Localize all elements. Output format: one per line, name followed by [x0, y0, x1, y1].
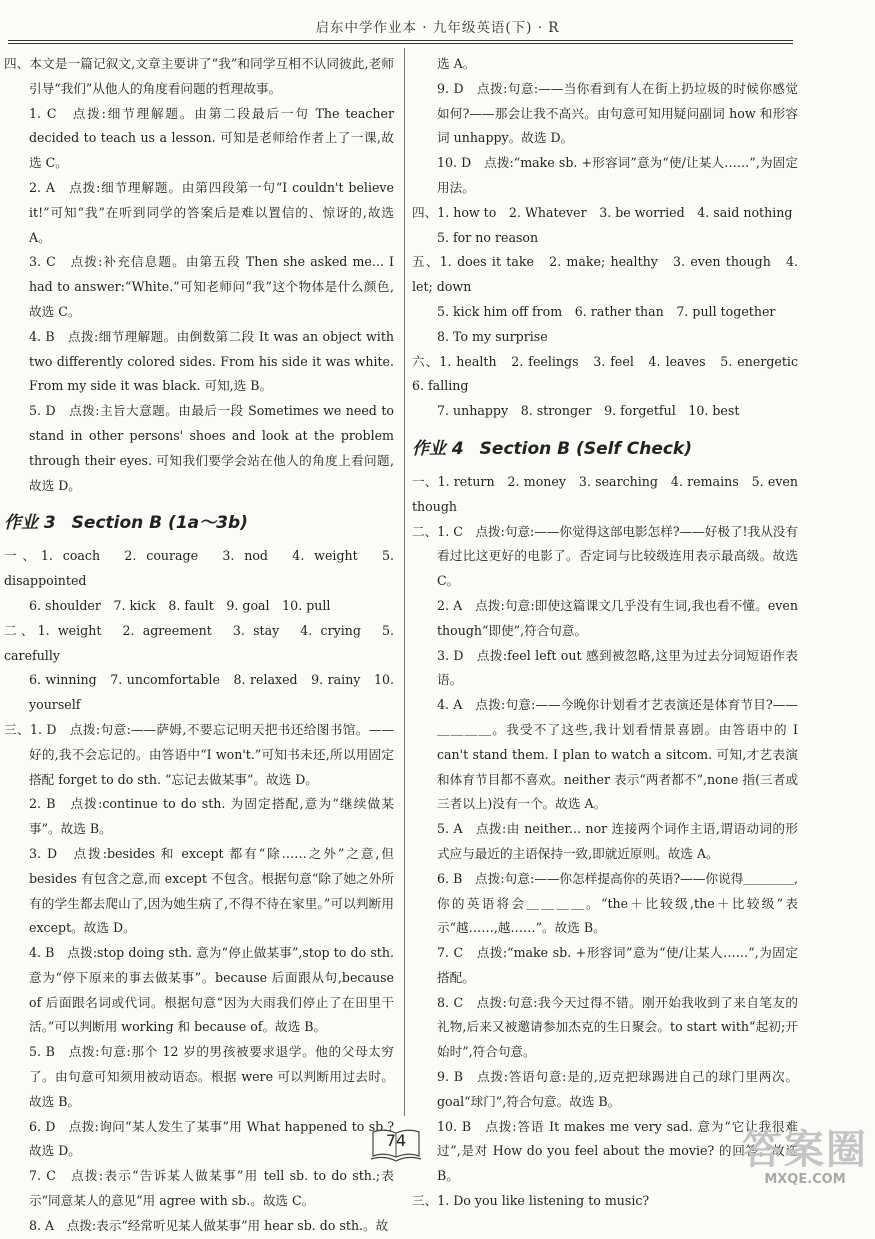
section-title: Section B (1a～3b) [71, 513, 248, 534]
vocab-line: 7. unhappy 8. stronger 9. forgetful 10. best [437, 403, 740, 419]
answer-item: 3. C 点拨:补充信息题。由第五段 Then she asked me... I had to answer:“White.”可知老师问“我”这个物体是什么颜色,故选 C。 [29, 254, 394, 319]
answer-item: 2. A 点拨:句意:即使这篇课文几乎没有生词,我也看不懂。even though“即使”,符合句意。 [437, 597, 798, 638]
vocab-line: 8. To my surprise [437, 328, 548, 344]
answer-item: 7. C 点拨:表示“告诉某人做某事”用 tell sb. to do sth.;表示“同意某人的意见”用 agree with sb.。故选 C。 [29, 1168, 394, 1209]
answer-item: 6. B 点拨:句意:——你怎样提高你的英语?——你说得＿＿＿＿,你的英语将会＿＿＿＿。“the＋比较级,the＋比较级”表示“越……,越……”。故选 B。 [437, 870, 798, 936]
vocab-line: 6. winning 7. uncomfortable 8. relaxed 9. rainy 10. yourself [29, 672, 394, 713]
answer-item: 10. B 点拨:答语 It makes me very sad. 意为“它让我很难过”,是对 How do you feel about the movie? 的回答。故选 B。 [437, 1118, 798, 1184]
answer-item: 3. D 点拨:feel left out 感到被忽略,这里为过去分词短语作表语。 [437, 647, 798, 688]
vocab-line: 5. for no reason [437, 229, 539, 245]
answer-item: 6. D 点拨:询问“某人发生了某事”用 What happened to sb.? 故选 D。 [29, 1118, 394, 1159]
answer-item: 三、1. Do you like listening to music? [412, 1193, 650, 1209]
answer-item: 8. A 点拨:表示“经常听见某人做某事”用 hear sb. do sth.。故 [29, 1217, 389, 1233]
answer-item: 5. A 点拨:由 neither... nor 连接两个词作主语,谓语动词的形式应与最近的主语保持一致,即就近原则。故选 A。 [437, 821, 798, 861]
answer-item: 9. B 点拨:答语句意:是的,迈克把球踢进自己的球门里两次。goal“球门”,符合句意。故选 B。 [437, 1069, 798, 1109]
watermark-logo [738, 1128, 872, 1194]
watermark-text: 答案圈 [742, 1127, 868, 1173]
vocab-line: 6. shoulder 7. kick 8. fault 9. goal 10. pull [29, 597, 331, 613]
left-column [4, 52, 394, 1239]
vocab-line: 一、1. coach 2. courage 3. nod 4. weight 5. disappointed [4, 548, 394, 589]
answer-item: 2. A 点拨:细节理解题。由第四段第一句“I couldn't believe it!”可知“我”在听到同学的答案后是难以置信的、惊讶的,故选 A。 [29, 179, 394, 245]
answer-item: 5. D 点拨:主旨大意题。由最后一段 Sometimes we need to stand in other persons' shoes and look at the problem through their eyes. 可知我们要学会站在他人的角度上看问题,故选 D。 [29, 403, 394, 493]
column-divider [404, 48, 405, 1116]
section-heading [412, 434, 798, 464]
vocab-line: 5. kick him off from 6. rather than 7. pull together [437, 303, 776, 319]
vocab-line: 六、1. health 2. feelings 3. feel 4. leaves 5. energetic 6. falling [412, 353, 811, 394]
section-number: 作业 4 [412, 438, 464, 459]
watermark-url: MXQE.COM [764, 1172, 846, 1187]
answer-item: 9. D 点拨:句意:——当你看到有人在街上扔垃圾的时候你感觉如何?——那会让我不高兴。由句意可知用疑问副词 how 和形容词 unhappy。故选 D。 [437, 80, 798, 146]
header-rule [8, 40, 793, 44]
answer-item: 4. B 点拨:stop doing sth. 意为“停止做某事”,stop to do sth. 意为“停下原来的事去做某事”。because 后面跟从句,because of 后面跟名词或代词。根据句意“因为大雨我们停止了在田里干活。”可以判断用 working 和 because of。故选 B。 [29, 945, 394, 1035]
vocab-line: 五、1. does it take 2. make; healthy 3. even though 4. let; down [412, 254, 798, 295]
section-heading [4, 508, 394, 538]
answer-item: 8. C 点拨:句意:我今天过得不错。刚开始我收到了来自笔友的礼物,后来又被邀请参加杰克的生日聚会。to start with“起初;开始时”,符合句意。 [437, 994, 798, 1060]
section-title: Section B (Self Check) [479, 438, 692, 459]
vocab-line: 一、1. return 2. money 3. searching 4. remains 5. even though [412, 473, 798, 514]
passage-intro: 四、本文是一篇记叙文,文章主要讲了“我”和同学互相不认同彼此,老师引导“我们”从他人的角度看问题的哲理故事。 [4, 56, 394, 96]
section-number: 作业 3 [4, 513, 56, 534]
page-header: 启东中学作业本 · 九年级英语(下) · R [315, 20, 560, 36]
page-number [369, 1126, 423, 1166]
vocab-line: 四、1. how to 2. Whatever 3. be worried 4. said nothing [412, 204, 793, 220]
answer-item: 5. B 点拨:句意:那个 12 岁的男孩被要求退学。他的父母太穷了。由句意可知须用被动语态。根据 were 可以判断用过去时。故选 B。 [29, 1044, 394, 1109]
answer-continuation: 选 A。 [437, 56, 476, 71]
answer-item: 3. D 点拨:besides 和 except 都有“除……之外”之意,但 besides 有包含之意,而 except 不包含。根据句意“除了她之外所有的学生都去爬山了,因为她生病了,不得不待在家里。”可以判断用 except。故选 D。 [29, 845, 394, 936]
vocab-line: 二、1. weight 2. agreement 3. stay 4. crying 5. carefully [4, 622, 394, 663]
answer-item: 7. C 点拨:“make sb. +形容词”意为“使/让某人……”,为固定搭配。 [437, 945, 798, 985]
answer-item: 4. B 点拨:细节理解题。由倒数第二段 It was an object with two differently colored sides. From his side it was white. From my side it was black. 可知,选 B。 [29, 328, 394, 394]
answer-item: 二、1. C 点拨:句意:——你觉得这部电影怎样?——好极了!我从没有看过比这更好的电影了。否定词与比较级连用表示最高级。故选 C。 [412, 523, 798, 589]
answer-item: 4. A 点拨:句意:——今晚你计划看才艺表演还是体育节目?——＿＿＿＿。我受不了这些,我计划看情景喜剧。由答语中的 I can't stand them. I plan to watch a sitcom. 可知,才艺表演和体育节目都不喜欢。neither 表示“两者都不”,none 指(三者或三者以上)没有一个。故选 A。 [437, 697, 798, 812]
answer-item: 1. C 点拨:细节理解题。由第二段最后一句 The teacher decided to teach us a lesson. 可知是老师给作者上了一课,故选 C。 [29, 105, 394, 171]
answer-item: 10. D 点拨:“make sb. +形容词”意为“使/让某人……”,为固定用法。 [437, 155, 798, 195]
answer-item: 2. B 点拨:continue to do sth. 为固定搭配,意为“继续做某事”。故选 B。 [29, 796, 394, 837]
answer-item: 三、1. D 点拨:句意:——萨姆,不要忘记明天把书还给图书馆。——好的,我不会忘记的。由答语中“I won't.”可知书未还,所以用固定搭配 forget to do sth. “忘记去做某事”。故选 D。 [4, 721, 394, 787]
page-number-text: 74 [385, 1131, 407, 1150]
